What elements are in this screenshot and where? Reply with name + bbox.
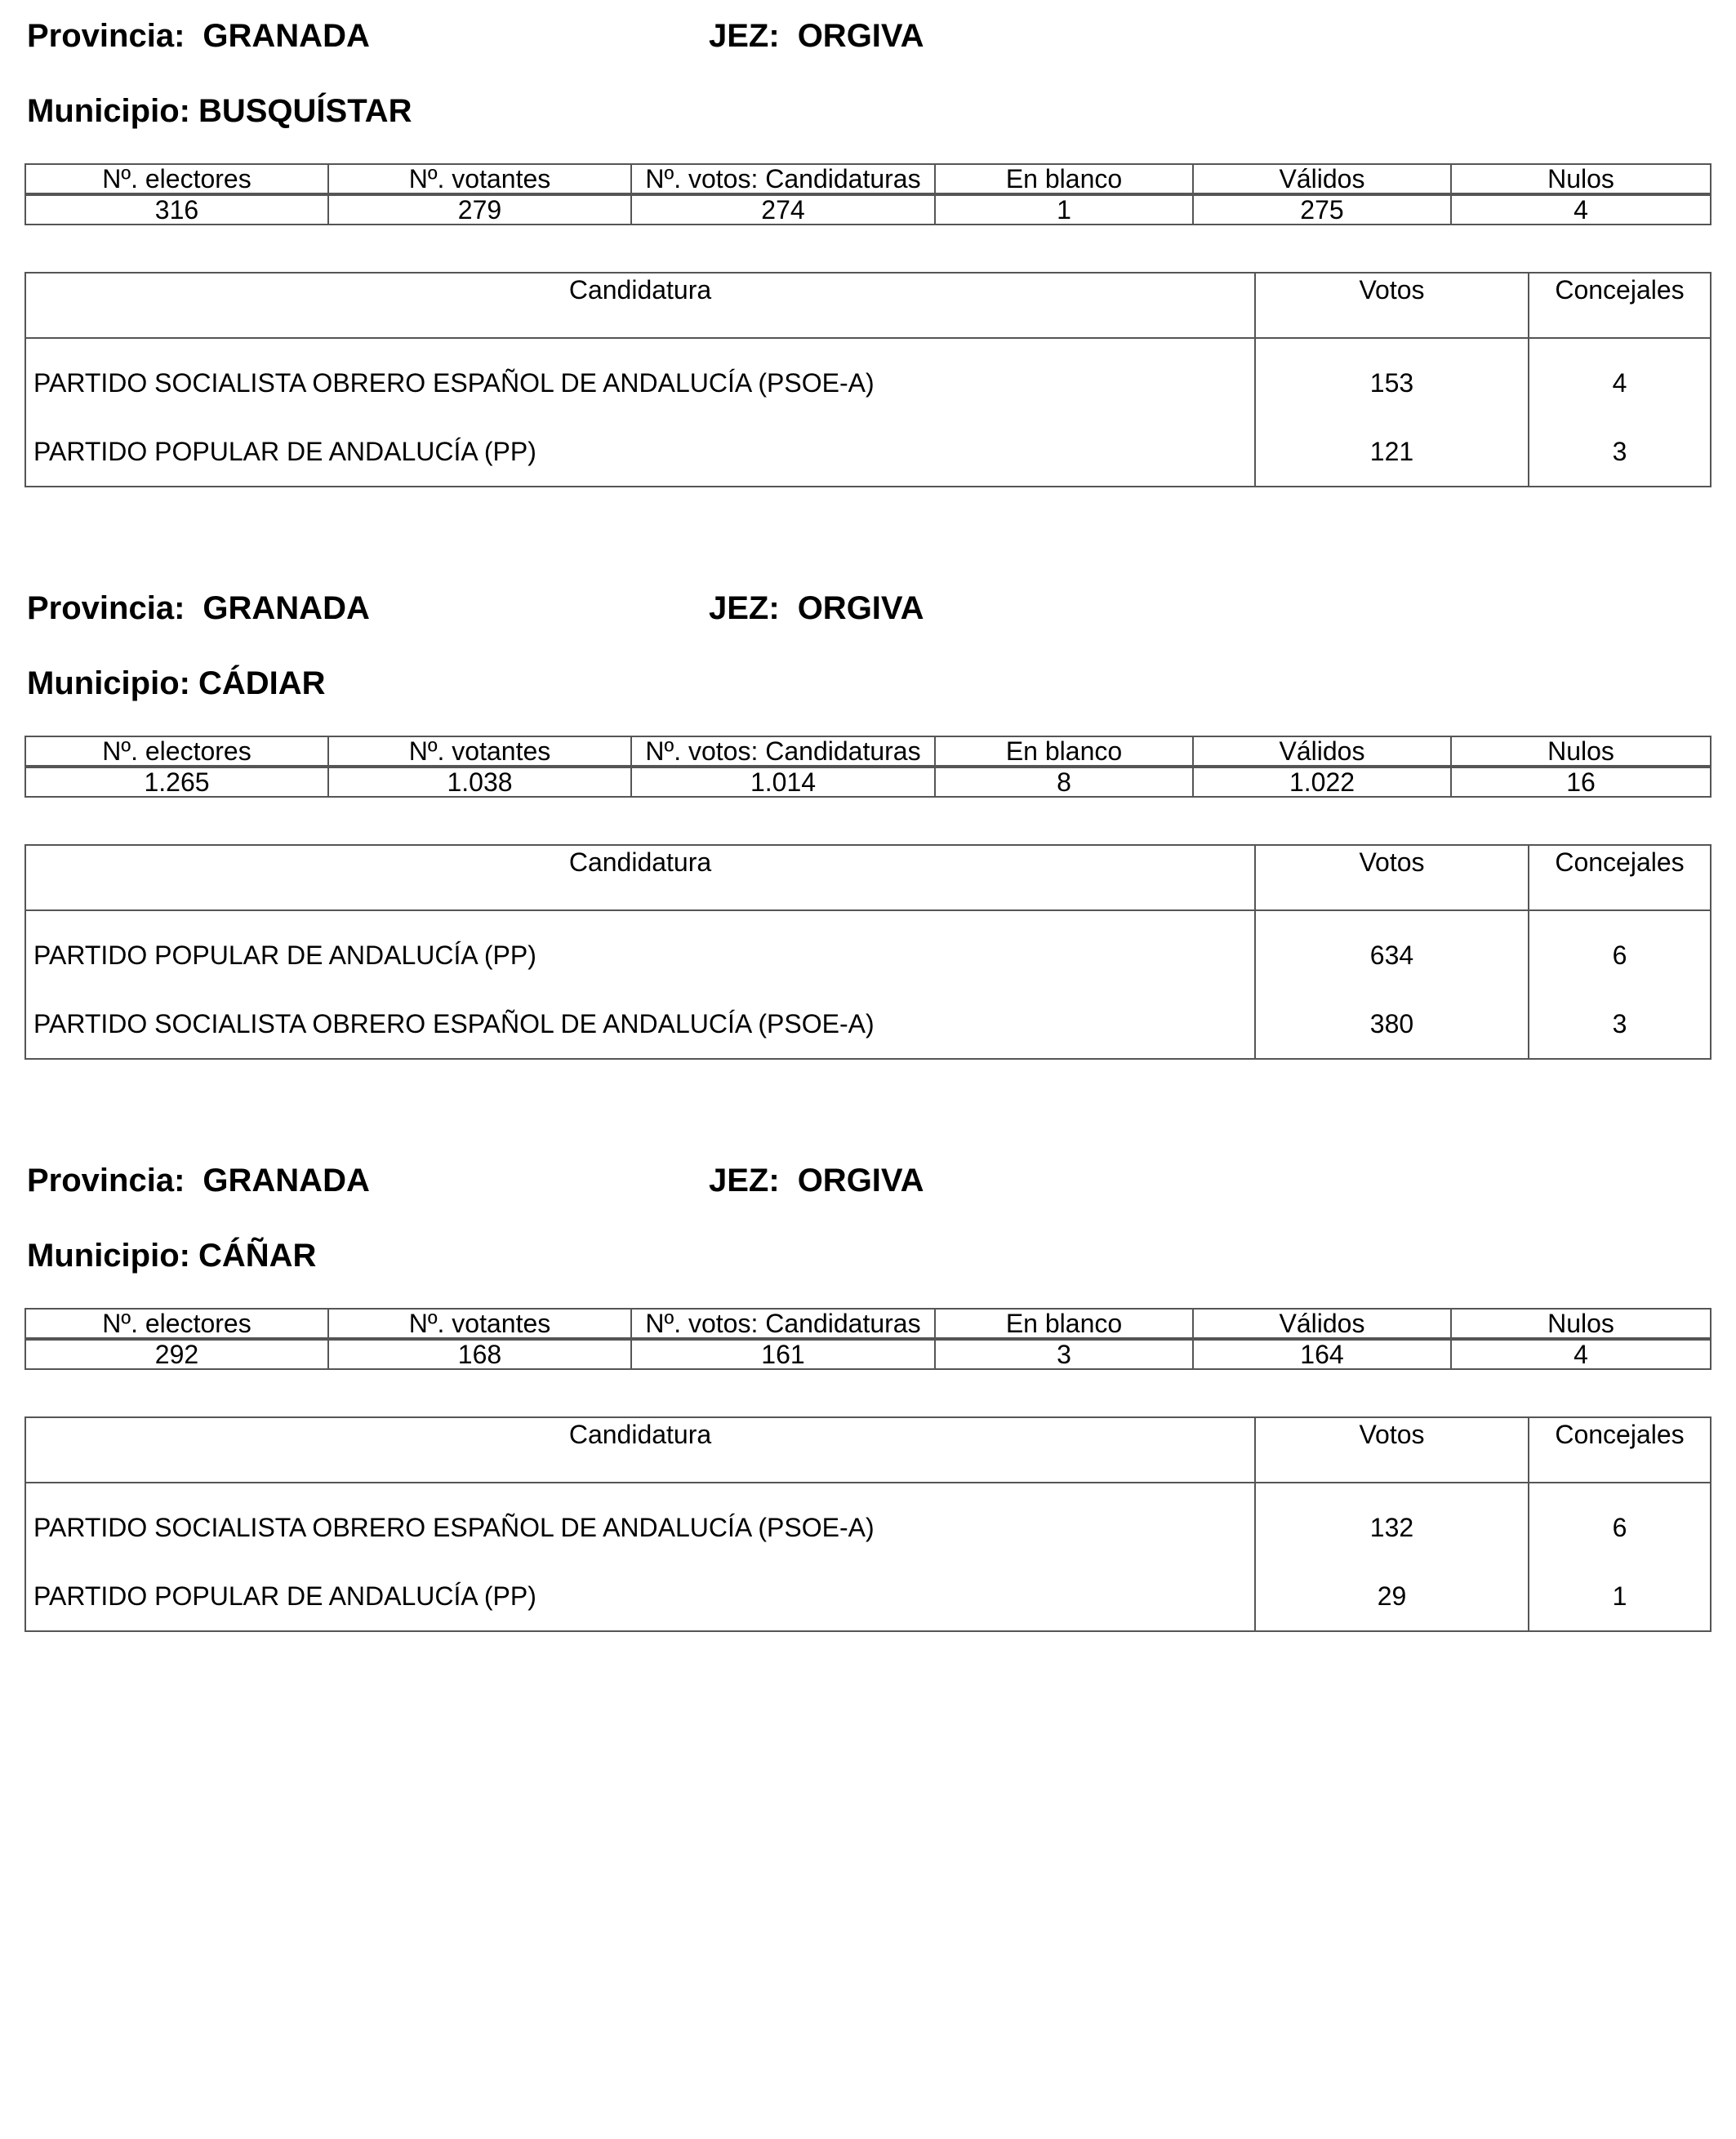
provincia-heading: Provincia: GRANADA xyxy=(27,590,370,626)
value-nulos: 16 xyxy=(1451,767,1711,797)
header-validos: Válidos xyxy=(1193,736,1451,767)
party-concejales: 4 xyxy=(1529,338,1711,417)
party-votos: 634 xyxy=(1255,910,1529,989)
header-votantes: Nº. votantes xyxy=(328,1309,631,1339)
value-validos: 1.022 xyxy=(1193,767,1451,797)
jez-heading: JEZ: ORGIVA xyxy=(709,18,924,54)
municipio-block-canar xyxy=(24,1145,1710,1651)
header-candidatura: Candidatura xyxy=(25,1417,1255,1483)
header-votos: Votos xyxy=(1255,273,1529,338)
result-row xyxy=(25,338,1711,417)
party-concejales: 3 xyxy=(1529,989,1711,1059)
results-header-row xyxy=(25,845,1711,910)
results-header-row xyxy=(25,1417,1711,1483)
party-votos: 29 xyxy=(1255,1562,1529,1631)
party-concejales: 6 xyxy=(1529,1483,1711,1562)
party-concejales: 1 xyxy=(1529,1562,1711,1631)
header-en-blanco: En blanco xyxy=(935,1309,1193,1339)
header-validos: Válidos xyxy=(1193,1309,1451,1339)
party-name: PARTIDO SOCIALISTA OBRERO ESPAÑOL DE ANDALUCÍA (PSOE-A) xyxy=(25,1483,1255,1562)
party-votos: 380 xyxy=(1255,989,1529,1059)
header-electores: Nº. electores xyxy=(25,1309,328,1339)
header-electores: Nº. electores xyxy=(25,164,328,194)
summary-value-row xyxy=(25,194,1711,225)
header-candidatura: Candidatura xyxy=(25,273,1255,338)
header-votos: Votos xyxy=(1255,1417,1529,1483)
header-votos-candidaturas: Nº. votos: Candidaturas xyxy=(631,736,935,767)
summary-header-row xyxy=(25,164,1711,194)
header-votantes: Nº. votantes xyxy=(328,164,631,194)
municipio-value: CÁDIAR xyxy=(198,665,326,701)
value-votos-candidaturas: 274 xyxy=(631,194,935,225)
header-electores: Nº. electores xyxy=(25,736,328,767)
party-votos: 121 xyxy=(1255,417,1529,487)
summary-table xyxy=(24,163,1712,225)
provincia-heading: Provincia: GRANADA xyxy=(27,1163,370,1198)
party-concejales: 6 xyxy=(1529,910,1711,989)
header-nulos: Nulos xyxy=(1451,164,1711,194)
municipio-value: CÁÑAR xyxy=(198,1238,317,1274)
value-votantes: 168 xyxy=(328,1339,631,1369)
value-nulos: 4 xyxy=(1451,194,1711,225)
header-votos: Votos xyxy=(1255,845,1529,910)
party-name: PARTIDO POPULAR DE ANDALUCÍA (PP) xyxy=(25,417,1255,487)
results-header-row xyxy=(25,273,1711,338)
header-validos: Válidos xyxy=(1193,164,1451,194)
header-en-blanco: En blanco xyxy=(935,736,1193,767)
municipio-heading: Municipio: CÁÑAR xyxy=(27,1238,317,1274)
municipio-heading: Municipio: CÁDIAR xyxy=(27,665,326,701)
value-en-blanco: 3 xyxy=(935,1339,1193,1369)
provincia-value: GRANADA xyxy=(203,590,370,626)
provincia-value: GRANADA xyxy=(203,1163,370,1198)
header-nulos: Nulos xyxy=(1451,1309,1711,1339)
party-name: PARTIDO POPULAR DE ANDALUCÍA (PP) xyxy=(25,1562,1255,1631)
party-name: PARTIDO POPULAR DE ANDALUCÍA (PP) xyxy=(25,910,1255,989)
header-votos-candidaturas: Nº. votos: Candidaturas xyxy=(631,164,935,194)
header-candidatura: Candidatura xyxy=(25,845,1255,910)
result-row xyxy=(25,989,1711,1059)
value-electores: 316 xyxy=(25,194,328,225)
value-votos-candidaturas: 1.014 xyxy=(631,767,935,797)
jez-heading: JEZ: ORGIVA xyxy=(709,1163,924,1198)
value-nulos: 4 xyxy=(1451,1339,1711,1369)
municipio-block-cadiar xyxy=(24,572,1710,1078)
results-table xyxy=(24,844,1712,1060)
header-nulos: Nulos xyxy=(1451,736,1711,767)
municipio-heading: Municipio: BUSQUÍSTAR xyxy=(27,93,412,129)
provincia-heading: Provincia: GRANADA xyxy=(27,18,370,54)
party-name: PARTIDO SOCIALISTA OBRERO ESPAÑOL DE ANDALUCÍA (PSOE-A) xyxy=(25,338,1255,417)
municipio-block-busquistar xyxy=(24,0,1710,506)
value-validos: 164 xyxy=(1193,1339,1451,1369)
value-en-blanco: 1 xyxy=(935,194,1193,225)
jez-heading: JEZ: ORGIVA xyxy=(709,590,924,626)
result-row xyxy=(25,910,1711,989)
party-votos: 132 xyxy=(1255,1483,1529,1562)
header-concejales: Concejales xyxy=(1529,845,1711,910)
party-name: PARTIDO SOCIALISTA OBRERO ESPAÑOL DE ANDALUCÍA (PSOE-A) xyxy=(25,989,1255,1059)
header-votos-candidaturas: Nº. votos: Candidaturas xyxy=(631,1309,935,1339)
value-votantes: 1.038 xyxy=(328,767,631,797)
summary-header-row xyxy=(25,736,1711,767)
result-row xyxy=(25,1483,1711,1562)
value-electores: 292 xyxy=(25,1339,328,1369)
header-concejales: Concejales xyxy=(1529,1417,1711,1483)
header-en-blanco: En blanco xyxy=(935,164,1193,194)
value-electores: 1.265 xyxy=(25,767,328,797)
value-votos-candidaturas: 161 xyxy=(631,1339,935,1369)
value-en-blanco: 8 xyxy=(935,767,1193,797)
summary-table xyxy=(24,736,1712,798)
provincia-value: GRANADA xyxy=(203,18,370,54)
jez-value: ORGIVA xyxy=(797,18,924,54)
result-row xyxy=(25,417,1711,487)
party-concejales: 3 xyxy=(1529,417,1711,487)
results-table xyxy=(24,1416,1712,1632)
municipio-value: BUSQUÍSTAR xyxy=(198,93,412,129)
header-votantes: Nº. votantes xyxy=(328,736,631,767)
jez-value: ORGIVA xyxy=(797,1163,924,1198)
summary-value-row xyxy=(25,1339,1711,1369)
header-concejales: Concejales xyxy=(1529,273,1711,338)
value-votantes: 279 xyxy=(328,194,631,225)
summary-header-row xyxy=(25,1309,1711,1339)
summary-table xyxy=(24,1308,1712,1370)
result-row xyxy=(25,1562,1711,1631)
jez-value: ORGIVA xyxy=(797,590,924,626)
value-validos: 275 xyxy=(1193,194,1451,225)
summary-value-row xyxy=(25,767,1711,797)
party-votos: 153 xyxy=(1255,338,1529,417)
results-table xyxy=(24,272,1712,487)
